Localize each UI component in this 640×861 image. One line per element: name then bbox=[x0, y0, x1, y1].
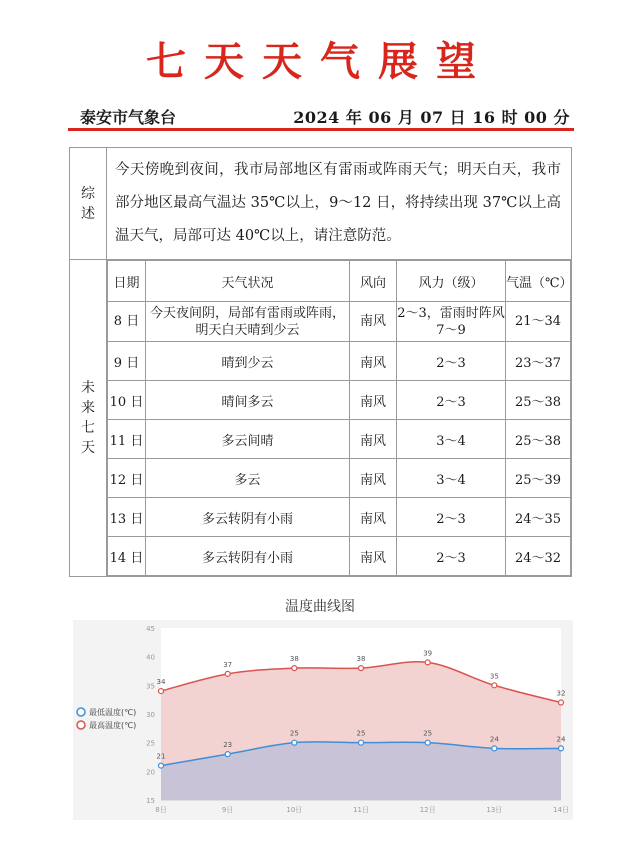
x-tick-label: 8日 bbox=[155, 806, 167, 814]
data-point bbox=[292, 666, 297, 671]
data-label: 25 bbox=[289, 729, 299, 738]
row-wind-direction: 南风 bbox=[350, 459, 397, 498]
row-condition: 多云转阴有小雨 bbox=[146, 498, 350, 537]
legend-marker bbox=[77, 721, 85, 729]
header-rule bbox=[68, 128, 574, 131]
data-point bbox=[159, 763, 164, 768]
row-condition: 晴到少云 bbox=[146, 342, 350, 381]
x-tick-label: 13日 bbox=[486, 806, 503, 814]
row-temperature: 21～34 bbox=[506, 302, 571, 342]
data-point bbox=[159, 689, 164, 694]
row-condition: 晴间多云 bbox=[146, 381, 350, 420]
forecast-table-cell bbox=[107, 260, 572, 577]
forecast-row bbox=[108, 498, 571, 537]
summary-text: 今天傍晚到夜间，我市局部地区有雷雨或阵雨天气；明天白天，我市部分地区最高气温达 35℃以上，9～12 日，将持续出现 37℃以上高温天气，局部可达 40℃以上，请注意防范。 bbox=[107, 148, 572, 260]
row-date: 11 日 bbox=[108, 420, 146, 459]
data-point bbox=[492, 683, 497, 688]
data-point bbox=[492, 746, 497, 751]
row-wind-force: 2～3 bbox=[397, 381, 506, 420]
data-label: 25 bbox=[423, 729, 433, 738]
data-label: 23 bbox=[223, 741, 233, 750]
chart-title: 温度曲线图 bbox=[285, 599, 355, 615]
data-point bbox=[359, 666, 364, 671]
row-date: 12 日 bbox=[108, 459, 146, 498]
row-wind-direction: 南风 bbox=[350, 302, 397, 342]
row-date: 10 日 bbox=[108, 381, 146, 420]
data-label: 37 bbox=[223, 660, 233, 669]
y-tick-label: 40 bbox=[146, 653, 155, 662]
data-point bbox=[559, 746, 564, 751]
x-tick-label: 9日 bbox=[221, 806, 234, 814]
data-point bbox=[292, 740, 297, 745]
col-header-condition: 天气状况 bbox=[146, 261, 350, 302]
row-wind-direction: 南风 bbox=[350, 342, 397, 381]
row-temperature: 25～39 bbox=[506, 459, 571, 498]
x-tick-label: 12日 bbox=[419, 806, 436, 814]
summary-label-cell bbox=[70, 148, 107, 260]
row-wind-direction: 南风 bbox=[350, 420, 397, 459]
forecast-row bbox=[108, 459, 571, 498]
page-title: 七天天气展望 bbox=[146, 38, 494, 85]
row-wind-force: 3～4 bbox=[397, 459, 506, 498]
y-tick-label: 30 bbox=[146, 711, 155, 719]
x-tick-label: 11日 bbox=[353, 806, 369, 814]
y-tick-label: 35 bbox=[146, 682, 155, 691]
row-wind-force: 2～3 bbox=[397, 537, 506, 576]
data-label: 34 bbox=[156, 678, 166, 687]
forecast-label: 未 来 七 天 bbox=[81, 380, 95, 456]
col-header-date: 日期 bbox=[108, 261, 146, 302]
row-wind-force: 3～4 bbox=[397, 420, 506, 459]
row-condition: 多云转阴有小雨 bbox=[146, 537, 350, 576]
data-point bbox=[425, 660, 430, 665]
data-label: 38 bbox=[289, 655, 299, 664]
row-wind-direction: 南风 bbox=[350, 381, 397, 420]
forecast-document-table bbox=[69, 147, 572, 577]
x-tick-label: 14日 bbox=[553, 806, 569, 814]
data-point bbox=[559, 700, 564, 705]
y-tick-label: 15 bbox=[146, 797, 155, 805]
x-tick-label: 10日 bbox=[286, 806, 303, 814]
data-point bbox=[425, 740, 430, 745]
row-condition: 今天夜间阴，局部有雷雨或阵雨，明天白天晴到少云 bbox=[146, 302, 350, 342]
row-wind-direction: 南风 bbox=[350, 537, 397, 576]
legend-label: 最低温度(℃) bbox=[89, 708, 137, 717]
data-label: 35 bbox=[489, 672, 499, 681]
forecast-label-cell bbox=[70, 260, 107, 577]
legend-marker bbox=[77, 708, 85, 716]
subheader bbox=[80, 101, 570, 125]
data-label: 39 bbox=[423, 649, 433, 658]
row-wind-force: 2～3，雷雨时阵风 7～9 bbox=[397, 302, 506, 342]
data-point bbox=[359, 740, 364, 745]
forecast-table bbox=[107, 260, 571, 576]
forecast-row bbox=[108, 342, 571, 381]
y-tick-label: 25 bbox=[146, 739, 155, 748]
row-condition: 多云 bbox=[146, 459, 350, 498]
col-header-temperature: 气温（℃） bbox=[506, 261, 571, 302]
data-point bbox=[225, 671, 230, 676]
forecast-row bbox=[108, 381, 571, 420]
row-temperature: 24～32 bbox=[506, 537, 571, 576]
row-temperature: 25～38 bbox=[506, 420, 571, 459]
data-label: 21 bbox=[156, 752, 166, 761]
data-label: 24 bbox=[556, 735, 566, 744]
col-header-wind-force: 风力（级） bbox=[397, 261, 506, 302]
row-date: 9 日 bbox=[108, 342, 146, 381]
row-temperature: 24～35 bbox=[506, 498, 571, 537]
temperature-chart bbox=[73, 620, 573, 820]
data-point bbox=[225, 752, 230, 757]
data-label: 32 bbox=[556, 689, 566, 698]
row-temperature: 23～37 bbox=[506, 342, 571, 381]
forecast-header-row bbox=[108, 261, 571, 302]
y-tick-label: 45 bbox=[146, 625, 155, 633]
forecast-row bbox=[108, 537, 571, 576]
legend-label: 最高温度(℃) bbox=[89, 721, 137, 730]
data-label: 38 bbox=[356, 655, 366, 664]
row-wind-force: 2～3 bbox=[397, 498, 506, 537]
temperature-chart-panel bbox=[73, 620, 573, 820]
row-wind-direction: 南风 bbox=[350, 498, 397, 537]
row-date: 13 日 bbox=[108, 498, 146, 537]
row-date: 8 日 bbox=[108, 302, 146, 342]
forecast-row bbox=[108, 420, 571, 459]
data-label: 25 bbox=[356, 729, 366, 738]
row-date: 14 日 bbox=[108, 537, 146, 576]
forecast-row bbox=[108, 302, 571, 342]
agency-name: 泰安市气象台 bbox=[80, 108, 177, 127]
y-tick-label: 20 bbox=[146, 768, 155, 777]
row-temperature: 25～38 bbox=[506, 381, 571, 420]
data-label: 24 bbox=[489, 735, 499, 744]
col-header-wind-direction: 风向 bbox=[350, 261, 397, 302]
issue-datetime: 2024 年 06 月 07 日 16 时 00 分 bbox=[293, 108, 570, 127]
summary-label: 综 述 bbox=[81, 185, 95, 222]
row-condition: 多云间晴 bbox=[146, 420, 350, 459]
row-wind-force: 2～3 bbox=[397, 342, 506, 381]
